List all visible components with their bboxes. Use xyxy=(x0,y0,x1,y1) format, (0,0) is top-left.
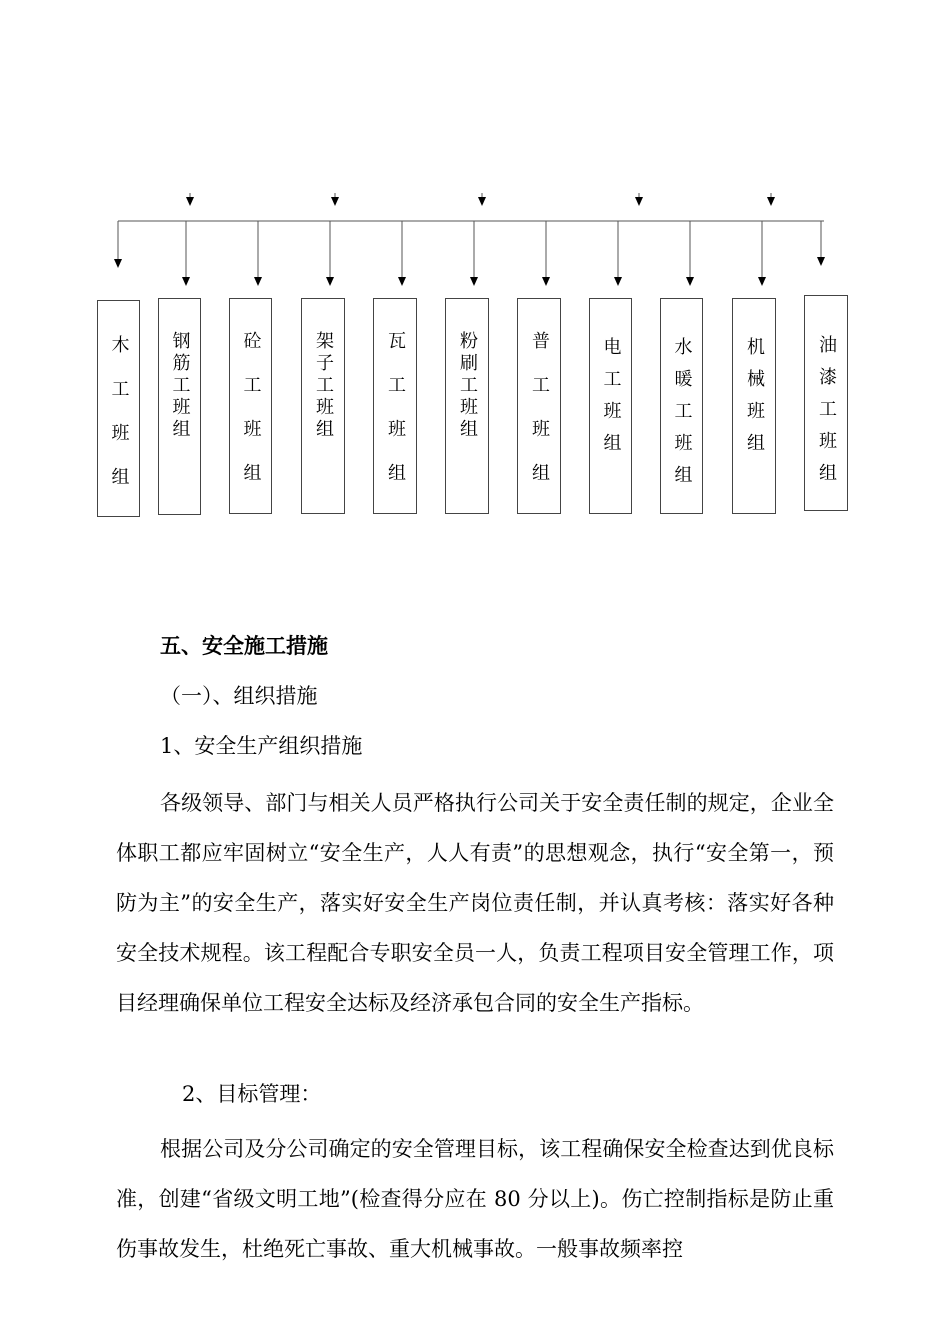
down-arrow-icon xyxy=(542,277,550,286)
section-heading: 五、安全施工措施 xyxy=(160,633,328,658)
team-label: 砼工班组 xyxy=(240,331,262,507)
team-label: 水暖工班组 xyxy=(671,337,693,497)
top-arrow-icon xyxy=(331,197,339,206)
team-box xyxy=(732,298,776,514)
down-arrow-icon xyxy=(114,259,122,268)
team-box xyxy=(301,298,345,514)
team-label: 普工班组 xyxy=(529,331,550,507)
subsection-heading: （一）、组织措施 xyxy=(160,684,318,708)
down-arrow-icon xyxy=(326,277,334,286)
down-arrow-icon xyxy=(758,277,766,286)
top-arrow-icon xyxy=(635,197,643,206)
down-arrow-icon xyxy=(398,277,406,286)
team-label: 瓦工班组 xyxy=(385,331,406,507)
team-label: 粉刷工班组 xyxy=(457,331,478,441)
team-box xyxy=(804,295,848,511)
down-arrow-icon xyxy=(182,277,190,286)
org-chart xyxy=(0,0,950,560)
down-arrow-icon xyxy=(817,257,825,266)
down-arrow-icon xyxy=(686,277,694,286)
top-arrow-icon xyxy=(186,197,194,206)
item-2-paragraph: 根据公司及分公司确定的安全管理目标，该工程确保安全检查达到优良标准，创建“省级文明工地”(检查得分应在 80 分以上)。伤亡控制指标是防止重伤事故发生，杜绝死亡事故、重大机械事故。一般事故频率控 xyxy=(116,1137,834,1261)
team-label: 木工班组 xyxy=(108,335,130,511)
team-label: 钢筋工班组 xyxy=(169,331,191,441)
item-1-title: 1、安全生产组织措施 xyxy=(160,734,363,758)
team-label: 油漆工班组 xyxy=(816,335,837,495)
down-arrow-icon xyxy=(254,277,262,286)
team-box xyxy=(660,298,703,514)
team-box xyxy=(589,298,632,514)
team-box xyxy=(158,298,201,515)
item-1-paragraph: 各级领导、部门与相关人员严格执行公司关于安全责任制的规定，企业全体职工都应牢固树立“安全生产，人人有责”的思想观念，执行“安全第一，预防为主”的安全生产，落实好安全生产岗位责任制，并认真考核：落实好各种安全技术规程。该工程配合专职安全员一人，负责工程项目安全管理工作，项目经理确保单位工程安全达标及经济承包合同的安全生产指标。 xyxy=(116,791,834,1015)
team-label: 机械班组 xyxy=(744,337,765,465)
team-label: 电工班组 xyxy=(600,337,622,465)
team-box xyxy=(445,298,489,514)
team-box xyxy=(373,298,417,514)
top-arrow-icon xyxy=(767,197,775,206)
team-box xyxy=(517,298,561,514)
team-box xyxy=(97,300,140,517)
item-2-title: 2、目标管理： xyxy=(182,1082,322,1106)
top-arrow-icon xyxy=(478,197,486,206)
down-arrow-icon xyxy=(614,277,622,286)
team-box xyxy=(229,298,272,514)
team-label: 架子工班组 xyxy=(313,331,334,441)
down-arrow-icon xyxy=(470,277,478,286)
